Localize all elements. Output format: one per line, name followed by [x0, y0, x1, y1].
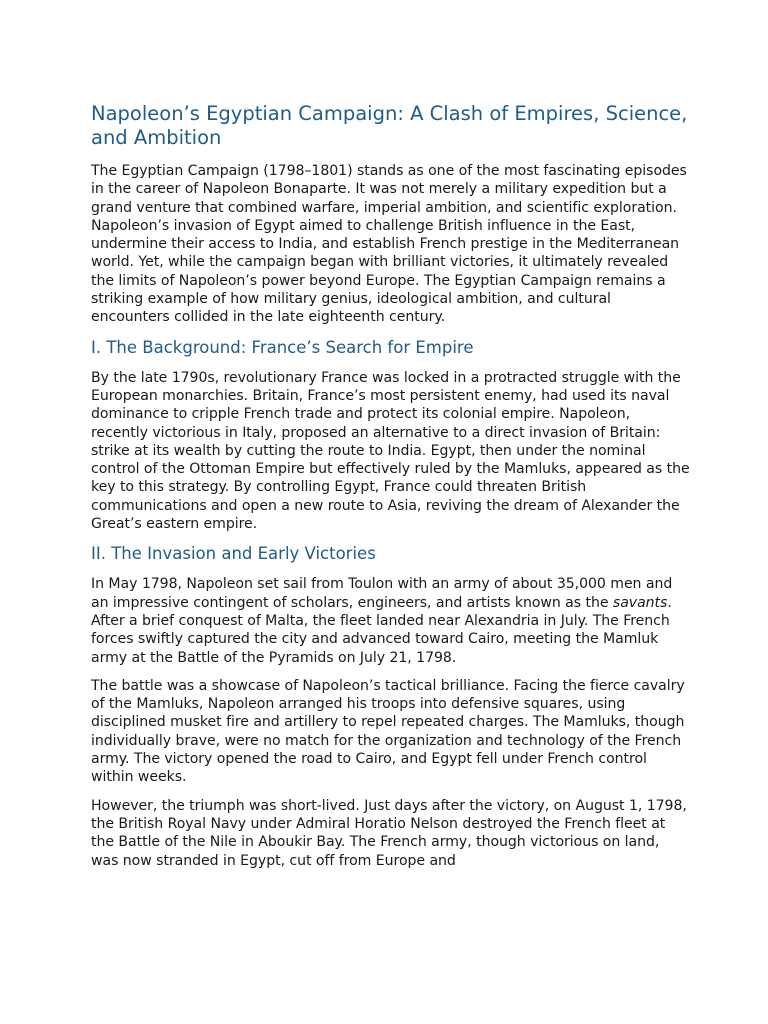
invasion-p1-text-after: . After a brief conquest of Malta, the fleet landed near Alexandria in July. The French forces swiftly captured the city and advanced toward Cairo, meeting the Mamluk army at the Battle of the Pyramids on July 21, 1798.: [91, 594, 672, 666]
section-heading-invasion: II. The Invasion and Early Victories: [91, 544, 376, 564]
background-paragraph: By the late 1790s, revolutionary France was locked in a protracted struggle with the European monarchies. Britain, France’s most persistent enemy, had used its naval dominance to cripple French trade and protect its colonial empire. Napoleon, recently victorious in Italy, proposed an alternative to a direct invasion of Britain: strike at its wealth by cutting the route to India. Egypt, then under the nominal control of the Ottoman Empire but effectively ruled by the Mamluks, appeared as the key to this strategy. By controlling Egypt, France could threaten British communications and open a new route to Asia, reviving the dream of Alexander the Great’s eastern empire.: [91, 369, 690, 533]
savants-term: savants: [612, 594, 668, 611]
invasion-paragraph-3: However, the triumph was short-lived. Just days after the victory, on August 1, 1798, the British Royal Navy under Admiral Horatio Nelson destroyed the French fleet at the Battle of the Nile in Aboukir Bay. The French army, though victorious on land, was now stranded in Egypt, cut off from Europe and: [91, 797, 687, 869]
intro-paragraph: The Egyptian Campaign (1798–1801) stands as one of the most fascinating episodes in the career of Napoleon Bonaparte. It was not merely a military expedition but a grand venture that combined warfare, imperial ambition, and scientific exploration. Napoleon’s invasion of Egypt aimed to challenge British influence in the East, undermine their access to India, and establish French prestige in the Mediterranean world. Yet, while the campaign began with brilliant victories, it ultimately revealed the limits of Napoleon’s power beyond Europe. The Egyptian Campaign remains a striking example of how military genius, ideological ambition, and cultural encounters collided in the late eighteenth century.: [91, 163, 687, 326]
section-heading-background: I. The Background: France’s Search for Empire: [91, 337, 474, 357]
document-title: Napoleon’s Egyptian Campaign: A Clash of Empires, Science, and Ambition: [91, 102, 688, 149]
invasion-paragraph-1: [91, 575, 691, 666]
invasion-p1-text-before: In May 1798, Napoleon set sail from Toulon with an army of about 35,000 men and an impressive contingent of scholars, engineers, and artists known as the: [91, 576, 673, 611]
document-page: [91, 102, 691, 880]
invasion-paragraph-2: The battle was a showcase of Napoleon’s tactical brilliance. Facing the fierce cavalry of the Mamluks, Napoleon arranged his troops into defensive squares, using disciplined musket fire and artillery to repel repeated charges. The Mamluks, though individually brave, were no match for the organization and technology of the French army. The victory opened the road to Cairo, and Egypt fell under French control within weeks.: [91, 677, 685, 786]
